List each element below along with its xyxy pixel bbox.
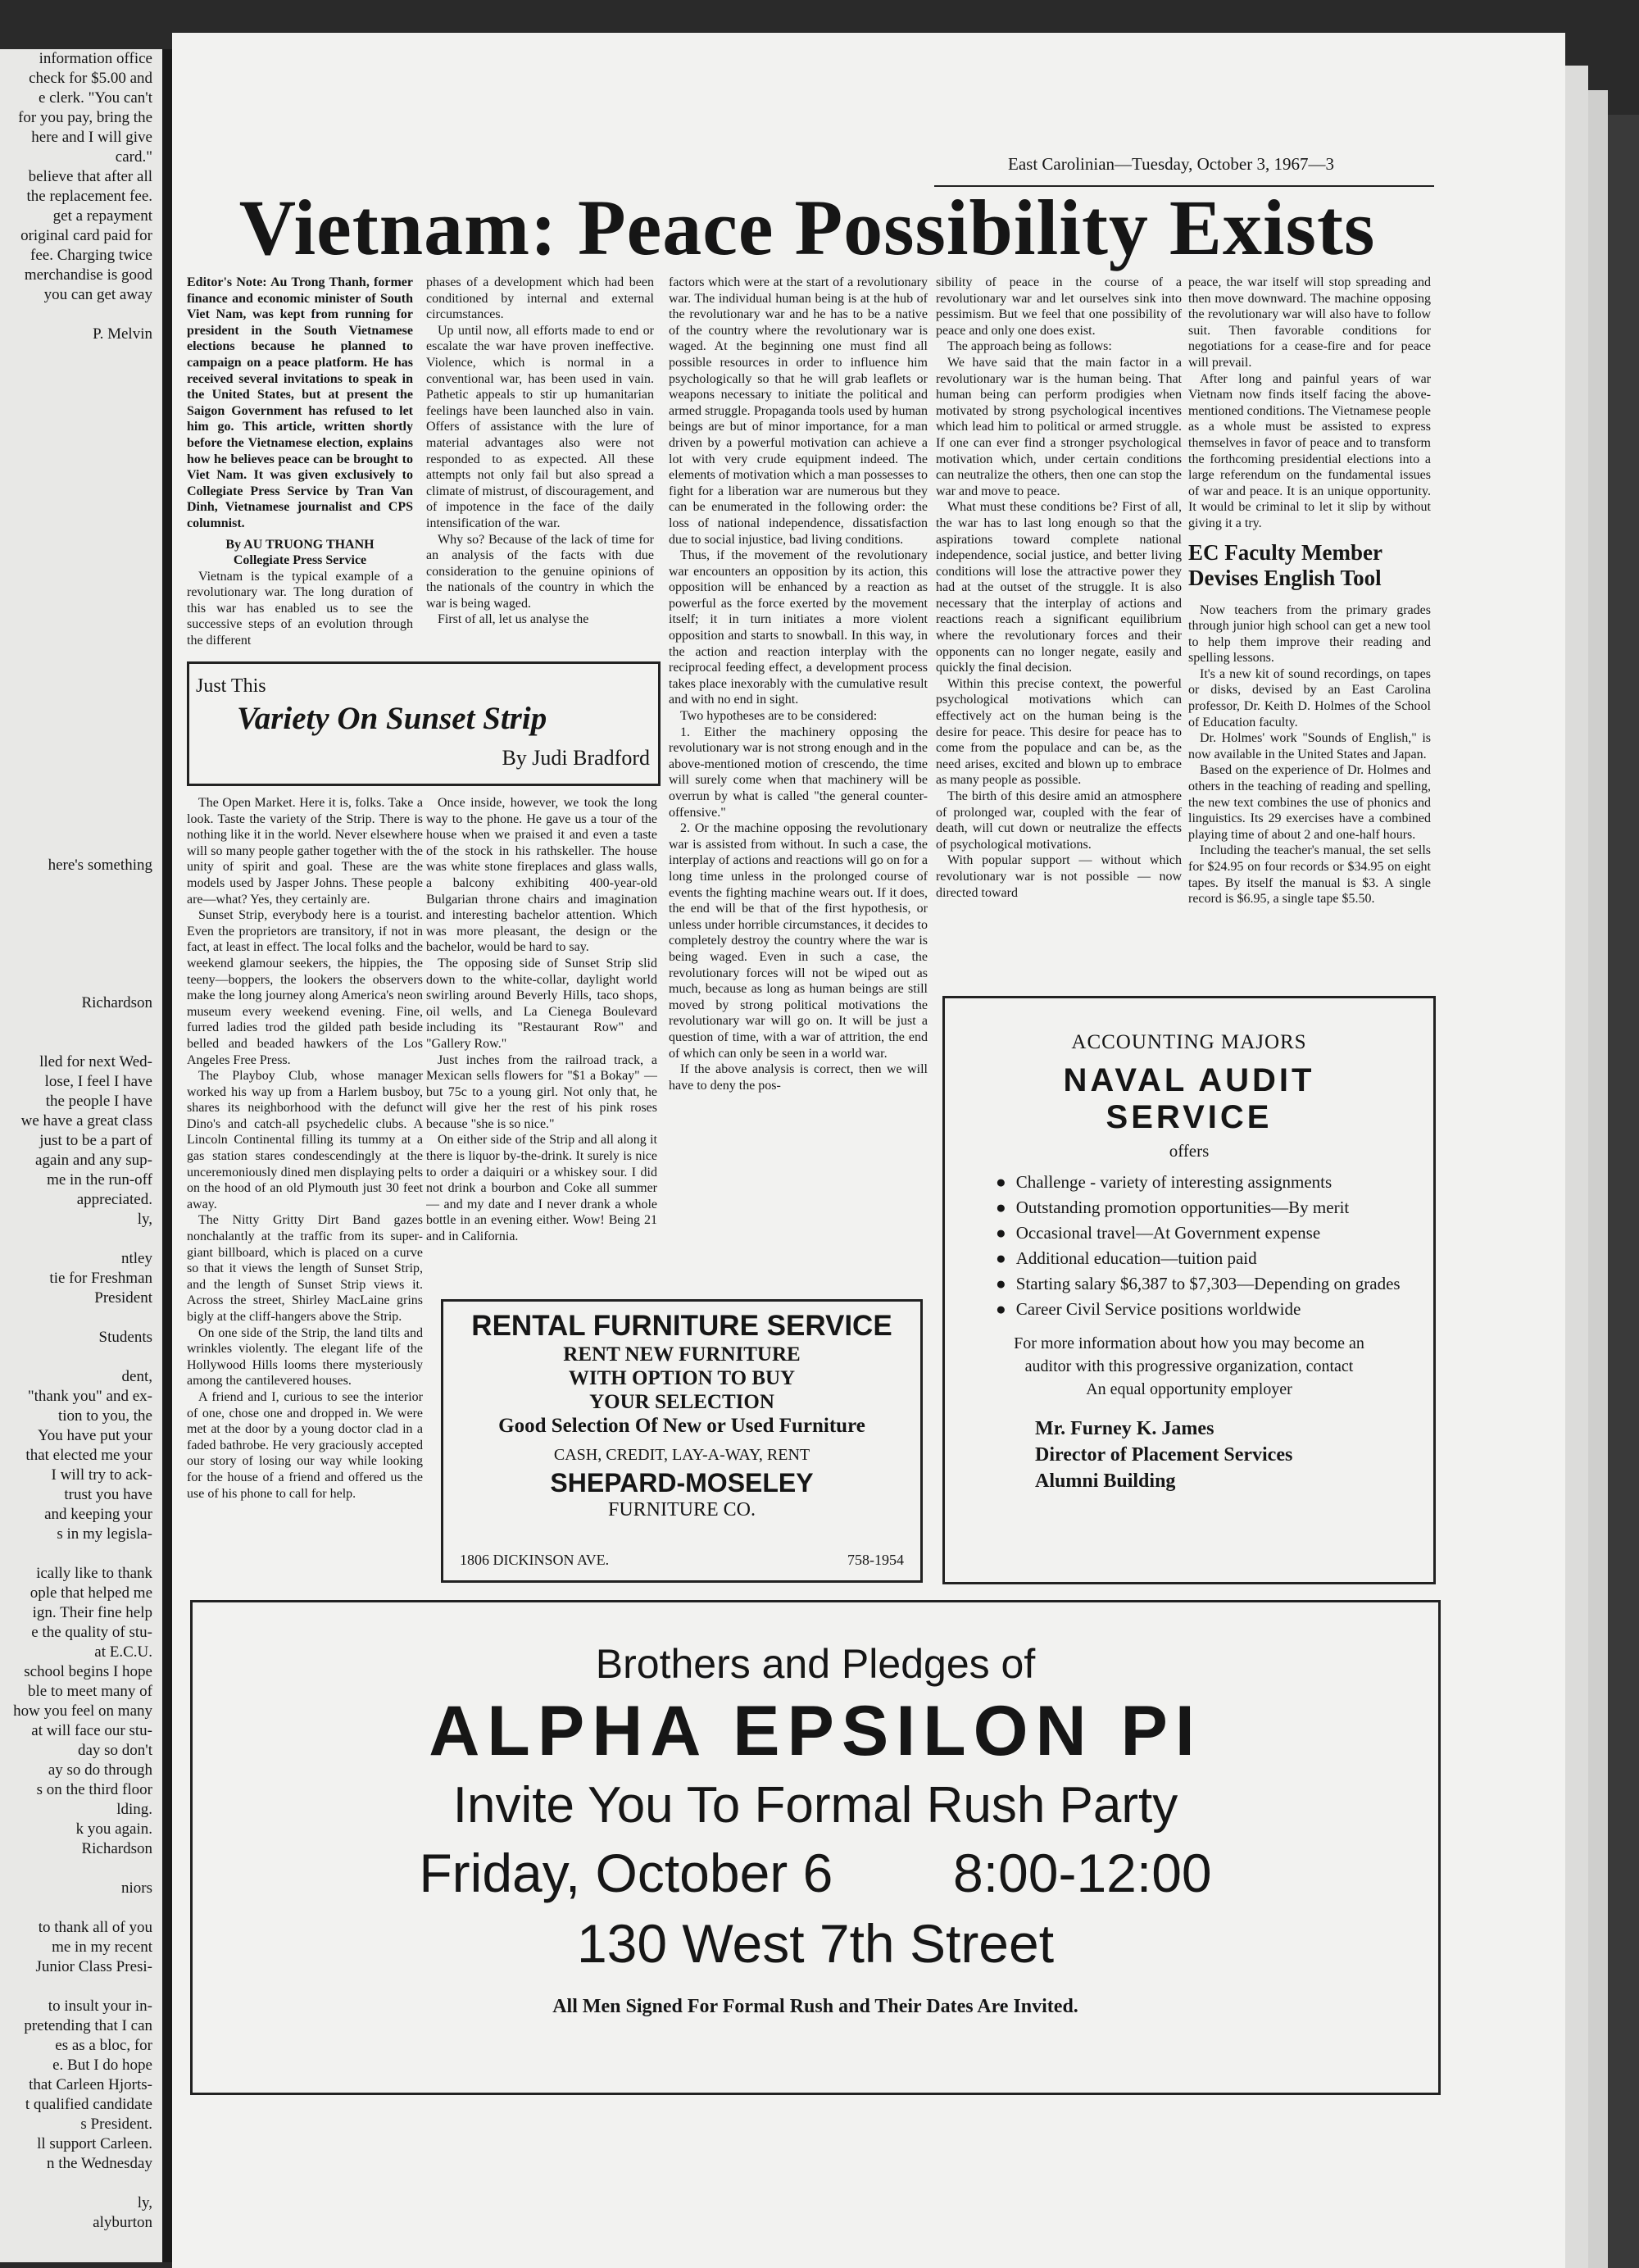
aep-invite: Invite You To Formal Rush Party bbox=[452, 1777, 1178, 1834]
prev-page-line: at will face our stu- bbox=[31, 1722, 152, 1739]
article-paragraph: The Nitty Gritty Dirt Band gazes nonchalantly at the traffic from its super-giant billboard, which is placed on a curve so that it views the length of Sunset Strip, and the length of Sunset Strip views it. Across the street, Shirley MacLaine grins bigly at the cliff-hangers above the Strip. bbox=[187, 1213, 423, 1324]
prev-page-line bbox=[0, 600, 162, 620]
article-paragraph: Dr. Holmes' work "Sounds of English," is now available in the United States and Japan. bbox=[1188, 731, 1431, 761]
prev-page-line bbox=[0, 541, 162, 561]
prev-page-line bbox=[0, 521, 162, 541]
bullet-icon: ● bbox=[996, 1274, 1006, 1293]
rental-company: SHEPARD-MOSELEY bbox=[550, 1468, 814, 1498]
prev-page-line bbox=[0, 423, 162, 443]
rental-company-sub: FURNITURE CO. bbox=[607, 1499, 756, 1520]
prev-page-line: the replacement fee. bbox=[26, 188, 152, 205]
prev-page-line: ble to meet many of bbox=[28, 1683, 152, 1700]
prev-page-line bbox=[0, 502, 162, 521]
article-paragraph: peace, the war itself will stop spreading and then move downward. The machine opposing the revolutionary war will also have to follow suit. Then favorable conditions for negotiations for a cease-fire and for peace will prevail. bbox=[1188, 275, 1431, 370]
article-paragraph: Now teachers from the primary grades through junior high school can get a new tool to help them improve their reading and spelling lessons. bbox=[1188, 602, 1431, 666]
naval-audit-ad bbox=[942, 996, 1436, 1584]
prev-page-line: ly, bbox=[137, 2194, 152, 2211]
prev-page-line bbox=[0, 403, 162, 423]
list-item: ● Additional education—tuition paid bbox=[996, 1248, 1257, 1268]
naval-top: ACCOUNTING MAJORS bbox=[1071, 1031, 1307, 1053]
prev-page-line bbox=[0, 482, 162, 502]
rental-address: 1806 DICKINSON AVE. bbox=[460, 1552, 610, 1568]
prev-page-line bbox=[0, 974, 162, 993]
rental-line: RENT NEW FURNITURE bbox=[563, 1343, 801, 1366]
prev-page-line: and keeping your bbox=[44, 1506, 152, 1523]
article-paragraph: On one side of the Strip, the land tilts and wrinkles violently. The elegant life of the Hollywood Hills looms there mysteriously among the cantilevered houses. bbox=[187, 1325, 423, 1389]
prev-page-line: "thank you" and ex- bbox=[27, 1388, 152, 1405]
prev-page-line: Students bbox=[98, 1329, 152, 1346]
prev-page-line: alyburton bbox=[93, 2214, 152, 2231]
prev-page-line: es as a bloc, for bbox=[55, 2037, 152, 2054]
prev-page-line: me in the run-off bbox=[47, 1171, 152, 1189]
prev-page-line: that elected me your bbox=[25, 1447, 152, 1464]
prev-page-line: for you pay, bring the bbox=[18, 109, 152, 126]
prev-page-line bbox=[0, 1544, 162, 1564]
prev-page-line bbox=[0, 679, 162, 698]
prev-page-line bbox=[0, 915, 162, 934]
article-paragraph: factors which were at the start of a revolutionary war. The individual human being is at the hub of the revolutionary war and he has to be a native of the country where the revolutionary war is waged. At the beginning one must find all possible resources in order to influence him psychologically so that he will grab leaflets or weapons necessary to initiate the political and armed struggle. Propaganda tools used by human beings are but of minor importance, for a man driven by a powerful motivation can achieve a lot with very crude equipment indeed. The elements of motivation which a man possesses to fight for a liberation war are numerous but they can be enumerated in the following order: the loss of national independence, dissatisfaction due to social injustice, bad living conditions. bbox=[669, 275, 928, 547]
prev-page-line bbox=[0, 580, 162, 600]
headline: Vietnam: Peace Possibility Exists bbox=[238, 184, 1376, 271]
rental-phone: 758-1954 bbox=[847, 1552, 904, 1568]
prev-page-line bbox=[0, 443, 162, 462]
bullet-icon: ● bbox=[996, 1172, 1006, 1192]
prev-page-line: tie for Freshman bbox=[49, 1270, 152, 1287]
prev-page-line bbox=[0, 1977, 162, 1997]
prev-page-line: pretending that I can bbox=[24, 2017, 152, 2034]
list-item: ● Career Civil Service positions worldwide bbox=[996, 1299, 1301, 1319]
prev-page-line: to thank all of you bbox=[38, 1919, 152, 1936]
article-paragraph: 1. Either the machinery opposing the revolutionary war is not strong enough and in the above-mentioned motion of crescendo, the time will surely come when that machinery will be overrun by what is called "the general counter-offensive." bbox=[669, 725, 928, 820]
variety-column-2 bbox=[426, 795, 657, 1287]
rental-payment-options: CASH, CREDIT, LAY-A-WAY, RENT bbox=[553, 1446, 810, 1464]
article-paragraph: The birth of this desire amid an atmosphere of prolonged war, coupled with the fear of death, will cut down or neutralize the effects of psychological motivations. bbox=[936, 789, 1182, 852]
article-paragraph: Thus, if the movement of the revolutionary war encounters an opposition by its action, this opposition will be enhanced by a reaction as powerful as the force exerted by the movement itself; it in turn initiates a more violent opposition and starts to snowball. In this way, in the action and reaction interplay with the reciprocal feeding effect, a development process takes place inexorably with the cumulative result and with no end in sight. bbox=[669, 548, 928, 707]
naval-title: NAVAL AUDIT bbox=[1063, 1062, 1315, 1098]
prev-page-line: tion to you, the bbox=[57, 1407, 152, 1425]
vietnam-column-3 bbox=[669, 275, 928, 1283]
vietnam-column-1 bbox=[187, 275, 413, 648]
prev-page-line bbox=[0, 659, 162, 679]
prev-page-line: e. But I do hope bbox=[52, 2057, 152, 2074]
prev-page-line: ign. Their fine help bbox=[32, 1604, 152, 1621]
naval-offers: offers bbox=[1169, 1141, 1210, 1161]
page-edge bbox=[1608, 115, 1639, 2268]
article-paragraph: Just inches from the railroad track, a Mexican sells flowers for "$1 a Bokay" — but 75c to a young girl. Not only that, he will give her the rest of his pink roses because "she is so nice." bbox=[426, 1052, 657, 1131]
aep-address: 130 West 7th Street bbox=[576, 1913, 1055, 1974]
prev-page-line: ntley bbox=[121, 1250, 152, 1267]
editor-note: Editor's Note: Au Trong Thanh, former finance and economic minister of South Viet Nam, was kept from running for president in the South Vietnamese elections because he planned to campaign on a peace platform. He has received several invitations to speak in the United States, but at present the Saigon Government has refused to let him go. This article, written shortly before the Vietnamese election, explains how he believes peace can be brought to Viet Nam. It was given exclusively to Collegiate Press Service by Tran Van Dinh, Vietnamese journalist and CPS columnist. bbox=[187, 275, 413, 530]
prev-page-line: how you feel on many bbox=[13, 1702, 152, 1720]
naval-eoe: An equal opportunity employer bbox=[1086, 1380, 1292, 1398]
prev-page-line bbox=[0, 718, 162, 738]
article-paragraph: Two hypotheses are to be considered: bbox=[680, 709, 878, 724]
rental-title: RENTAL FURNITURE SERVICE bbox=[471, 1310, 892, 1342]
prev-page-line bbox=[0, 639, 162, 659]
prev-page-line: get a repayment bbox=[52, 207, 152, 225]
prev-page-line: day so don't bbox=[77, 1742, 152, 1759]
prev-page-line bbox=[0, 797, 162, 816]
article-paragraph: Up until now, all efforts made to end or escalate the war have proven ineffective. Violence, which is normal in a conventional war, has been used in vain. Pathetic appeals to stir up humanitarian feelings have been launched also in vain. Offers of assistance with the lure of material advantages also were not responded to as expected. All these attempts not only fail but also spread a climate of mistrust, of discouragement, and of impotence in the face of the daily intensification of the war. bbox=[426, 323, 654, 530]
prev-page-line: the people I have bbox=[45, 1093, 152, 1110]
prev-page-line: t qualified candidate bbox=[25, 2096, 152, 2113]
article-paragraph: We have said that the main factor in a revolutionary war is the human being. That human being can perform prodigies when motivated by strong psychological incentives which lead him to political or armed struggle. If one can ever find a stronger psychological motivation which, under certain conditions can neutralize the others, then one can stop the war and move to peace. bbox=[936, 355, 1182, 498]
prev-page-line bbox=[0, 305, 162, 325]
prev-page-line: you can get away bbox=[43, 286, 152, 303]
vietnam-column-2 bbox=[426, 275, 654, 648]
article-paragraph: Including the teacher's manual, the set sells for $24.95 on four records or $34.95 on eight tapes. By itself the manual is $3. A single record is $6.95, a single tape $5.50. bbox=[1188, 843, 1431, 907]
prev-page-line: me in my recent bbox=[52, 1938, 152, 1956]
list-item: ● Occasional travel—At Government expense bbox=[996, 1223, 1321, 1243]
bullet-icon: ● bbox=[996, 1299, 1006, 1319]
prev-page-line bbox=[0, 698, 162, 718]
variety-column-1 bbox=[187, 795, 423, 1607]
byline: By AU TRUONG THANH bbox=[225, 537, 375, 552]
variety-headline-box bbox=[187, 661, 661, 786]
alpha-epsilon-pi-ad bbox=[190, 1600, 1441, 2095]
prev-page-line: e clerk. "You can't bbox=[38, 89, 152, 107]
prev-page-line: just to be a part of bbox=[39, 1132, 152, 1149]
masthead: East Carolinian—Tuesday, October 3, 1967—3 bbox=[1008, 154, 1334, 174]
article-paragraph: Vietnam is the typical example of a revolutionary war. The long duration of this war has enabled us to see the successive steps of an evolution through the different bbox=[187, 569, 413, 648]
prev-page-line: I will try to ack- bbox=[51, 1466, 152, 1484]
article-paragraph: On either side of the Strip and all along it there is liquor by-the-drink. It surely is nice to order a daiquiri or a whiskey sour. I did not drink a bourbon and Coke all summer — and my date and I never drank a whole bottle in an evening either. Wow! Being 21 and in California. bbox=[426, 1133, 657, 1244]
prev-page-line bbox=[0, 344, 162, 364]
naval-offer-list bbox=[996, 1170, 1405, 1322]
article-paragraph: Sunset Strip, everybody here is a tourist. Even the proprietors are transitory, if not in fact, at least in effect. The local folks and the weekend glamour seekers, the hippies, the teeny—boppers, the lookers the observers make the long journey along America's neon museum every weekend evening. Fine, furred ladies trod the gilded path beside belled and beaded hawkers of the Los Angeles Free Press. bbox=[187, 908, 423, 1067]
prev-page-line bbox=[0, 561, 162, 580]
prev-page-line: k you again. bbox=[75, 1820, 152, 1838]
prev-page-line bbox=[0, 875, 162, 895]
aep-date: Friday, October 6 bbox=[419, 1843, 833, 1903]
prev-page-line: here's something bbox=[48, 857, 152, 874]
prev-page-line bbox=[0, 364, 162, 384]
article-paragraph: Why so? Because of the lack of time for an analysis of the facts with due consideration to the genuine opinions of the nationals of the country in which the war is being waged. bbox=[426, 532, 654, 611]
article-paragraph: The opposing side of Sunset Strip slid down to the white-collar, daylight world swirling around Beverly Hills, taco shops, oil wells, and La Cienega Boulevard including its "Restaurant Row" and "Gallery Row." bbox=[426, 956, 657, 1051]
prev-page-line: school begins I hope bbox=[24, 1663, 152, 1680]
prev-page-line: that Carleen Hjorts- bbox=[29, 2076, 152, 2093]
prev-page-line: again and any sup- bbox=[35, 1152, 152, 1169]
article-paragraph: The Open Market. Here it is, folks. Take a look. Taste the variety of the Strip. There is nothing like it in the world. Never elsewhere will so many people gather together with the unity of spirit and goal. These are the models used by Jasper Johns. These people are—what? Yes, they certainly are. bbox=[187, 796, 423, 907]
rental-furniture-ad bbox=[441, 1299, 923, 1583]
page-edge bbox=[1588, 90, 1608, 2268]
article-paragraph: First of all, let us analyse the bbox=[438, 612, 589, 627]
prev-page-line: ll support Carleen. bbox=[37, 2135, 152, 2152]
prev-page-line bbox=[0, 1013, 162, 1033]
bullet-icon: ● bbox=[996, 1248, 1006, 1268]
prev-page-line bbox=[0, 1308, 162, 1328]
aep-line1: Brothers and Pledges of bbox=[595, 1641, 1036, 1687]
prev-page-line: trust you have bbox=[64, 1486, 152, 1503]
article-paragraph: sibility of peace in the course of a revolutionary war and let ourselves sink into pessimism. But we feel that one possibility of peace and only one does exist. bbox=[936, 275, 1182, 338]
prev-page-line: P. Melvin bbox=[93, 325, 152, 343]
article-paragraph: Based on the experience of Dr. Holmes and others in the teaching of reading and spelling, the new text combines the use of phonics and linguistics. Its 29 exercises have a combined playing time of about 2 and one-half hours. bbox=[1188, 763, 1431, 842]
prev-page-line: niors bbox=[121, 1879, 152, 1897]
prev-page-line bbox=[0, 462, 162, 482]
prev-page-line bbox=[0, 1898, 162, 1918]
prev-page-line: believe that after all bbox=[28, 168, 152, 185]
article-paragraph: A friend and I, curious to see the interior of one, chose one and dropped in. We were met at the door by a young doctor clad in a faded bathrobe. He very graciously accepted our story of losing our way while looking for the house of a friend and offered us the use of his phone to call for help. bbox=[187, 1389, 423, 1501]
prev-page-line bbox=[0, 836, 162, 856]
prev-page-line: information office bbox=[39, 50, 152, 67]
prev-page-line: check for $5.00 and bbox=[29, 70, 152, 87]
prev-page-line: appreciated. bbox=[76, 1191, 152, 1208]
naval-more: For more information about how you may become an bbox=[1014, 1334, 1364, 1352]
prev-page-line: e the quality of stu- bbox=[31, 1624, 152, 1641]
article-paragraph: If the above analysis is correct, then we will have to deny the pos- bbox=[669, 1062, 928, 1093]
aep-name: ALPHA EPSILON PI bbox=[429, 1692, 1202, 1770]
rental-line: WITH OPTION TO BUY bbox=[568, 1367, 796, 1389]
prev-page-line: original card paid for bbox=[20, 227, 152, 244]
list-item: ● Challenge - variety of interesting assignments bbox=[996, 1172, 1333, 1192]
rental-line: YOUR SELECTION bbox=[589, 1391, 774, 1413]
aep-note: All Men Signed For Formal Rush and Their Dates Are Invited. bbox=[552, 1996, 1078, 2017]
article-paragraph: It's a new kit of sound recordings, on tapes or disks, devised by an East Carolina professor, Dr. Keith D. Holmes of the School of Education faculty. bbox=[1188, 666, 1431, 729]
prev-page-line: Junior Class Presi- bbox=[35, 1958, 152, 1975]
article-paragraph: The Playboy Club, whose manager worked his way up from a Harlem busboy, shares its neighborhood with the defunct Dino's and catch-all psychedelic clubs. A Lincoln Continental filling its tummy at a gas station stares condescendingly at the unceremoniously dined men displaying pelts on the hood of an old Plymouth just 30 feet away. bbox=[187, 1069, 423, 1211]
prev-page-line: s President. bbox=[80, 2116, 152, 2133]
prev-page-line: card." bbox=[115, 148, 152, 166]
rental-line: Good Selection Of New or Used Furniture bbox=[498, 1415, 865, 1437]
prev-page-line: merchandise is good bbox=[24, 266, 152, 284]
prev-page-line bbox=[0, 1033, 162, 1052]
prev-page-line: ay so do through bbox=[48, 1761, 152, 1779]
prev-page-line: n the Wednesday bbox=[47, 2155, 152, 2172]
prev-page-line: Richardson bbox=[81, 994, 152, 1011]
article-paragraph: With popular support — without which revolutionary war is not possible — now directed toward bbox=[936, 853, 1182, 900]
page-edge bbox=[1565, 66, 1588, 2268]
article-paragraph: 2. Or the machine opposing the revolutionary war is assisted from without. In such a case, the interplay of actions and reactions will go on for a long time unless in the prolonged course of events the fighting machine wears out. If it does, the end will be that of the first hypothesis, or unless under horrible circumstances, it decides to completely destroy the country where the war is being waged. Even in such a case, the revolutionary forces will not be wiped out as much, because as long as human beings are still moved by strong political motivations the revolutionary war will go on. It will be just a question of time, with a war of attrition, the end of which can only be seen in a world war. bbox=[669, 821, 928, 1061]
list-item: ● Starting salary $6,387 to $7,303—Depending on grades bbox=[996, 1274, 1401, 1293]
prev-page-line bbox=[0, 620, 162, 639]
prev-page-line bbox=[0, 384, 162, 403]
prev-page-line bbox=[0, 816, 162, 836]
prev-page-line: fee. Charging twice bbox=[30, 247, 152, 264]
prev-page-line: President bbox=[94, 1289, 152, 1307]
variety-byline: By Judi Bradford bbox=[502, 746, 650, 770]
article-paragraph: After long and painful years of war Vietnam now finds itself facing the above-mentioned conditions. The Vietnamese people as a whole must be assisted to express themselves in favor of peace and to transform the forthcoming presidential elections into a large referendum on the fundamental issues of war and peace. It is an unique opportunity. It would be criminal to let it slip by without giving it a try. bbox=[1188, 371, 1431, 530]
prev-page-line: dent, bbox=[121, 1368, 152, 1385]
prev-page-line bbox=[0, 777, 162, 797]
prev-page-line bbox=[0, 757, 162, 777]
aep-date-time bbox=[193, 1837, 1438, 1909]
prev-page-line: we have a great class bbox=[20, 1112, 152, 1129]
prev-page-line: You have put your bbox=[37, 1427, 152, 1444]
naval-title: SERVICE bbox=[1106, 1099, 1273, 1135]
prev-page-line: at E.C.U. bbox=[94, 1643, 152, 1661]
prev-page-line: s on the third floor bbox=[36, 1781, 152, 1798]
prev-page-line: ically like to thank bbox=[36, 1565, 152, 1582]
article-paragraph: What must these conditions be? First of all, the war has to last long enough so that the aspirations toward complete national independence, social justice, and better living conditions will lose the attractive power they had at the outset of the struggle. It is also necessary that the interplay of actions and reactions reach a significant equilibrium where the revolutionary forces and their opponents can no longer negate, easily and quickly the final decision. bbox=[936, 500, 1182, 675]
prev-page-line bbox=[0, 895, 162, 915]
prev-page-line bbox=[0, 1859, 162, 1879]
variety-title: Variety On Sunset Strip bbox=[237, 701, 547, 736]
ec-faculty-headline: EC Faculty Member Devises English Tool bbox=[1188, 539, 1382, 590]
prev-page-line bbox=[0, 934, 162, 954]
prev-page-line: lding. bbox=[116, 1801, 152, 1818]
prev-page-line: here and I will give bbox=[31, 129, 152, 146]
variety-kicker: Just This bbox=[196, 675, 266, 697]
page-gutter bbox=[162, 49, 172, 2262]
prev-page-line: to insult your in- bbox=[48, 1998, 152, 2015]
prev-page-line: s in my legisla- bbox=[57, 1525, 152, 1543]
article-paragraph: The approach being as follows: bbox=[947, 339, 1112, 354]
article-paragraph: Within this precise context, the powerful psychological motivations which can effectively act on the human being is the desire for peace. This desire for peace has to come from the populace and can be, as the need arises, excited and blown up to embrace as many people as possible. bbox=[936, 676, 1182, 788]
prev-page-line bbox=[0, 2174, 162, 2193]
bullet-icon: ● bbox=[996, 1198, 1006, 1217]
prev-page-line bbox=[0, 738, 162, 757]
byline-service: Collegiate Press Service bbox=[233, 553, 367, 568]
article-paragraph: Once inside, however, we took the long way to the phone. He gave us a tour of the house when we praised it and even a taste of the stock in his rathskeller. The house was white stone fireplaces and glass walls, a balcony exhibiting 400-year-old Bulgarian throne chairs and imagination and interesting bachelor attention. Which was more pleasant, the design or the bachelor, would be hard to say. bbox=[426, 796, 657, 955]
prev-page-line: Richardson bbox=[81, 1840, 152, 1857]
prev-page-line bbox=[0, 954, 162, 974]
prev-page-line: ly, bbox=[137, 1211, 152, 1228]
prev-page-line bbox=[0, 1229, 162, 1249]
aep-time: 8:00-12:00 bbox=[953, 1843, 1212, 1903]
prev-page-line: lled for next Wed- bbox=[39, 1053, 152, 1070]
prev-page-line: lose, I feel I have bbox=[44, 1073, 152, 1090]
previous-page-fragment bbox=[0, 49, 162, 2262]
list-item: ● Outstanding promotion opportunities—By merit bbox=[996, 1198, 1350, 1217]
naval-contact: Mr. Furney K. James Director of Placement Services Alumni Building bbox=[1035, 1418, 1293, 1492]
naval-more: auditor with this progressive organization, contact bbox=[1024, 1357, 1354, 1375]
prev-page-line bbox=[0, 1348, 162, 1367]
bullet-icon: ● bbox=[996, 1223, 1006, 1243]
article-paragraph: phases of a development which had been conditioned by internal and external circumstances. bbox=[426, 275, 654, 322]
prev-page-line: ople that helped me bbox=[30, 1584, 152, 1602]
